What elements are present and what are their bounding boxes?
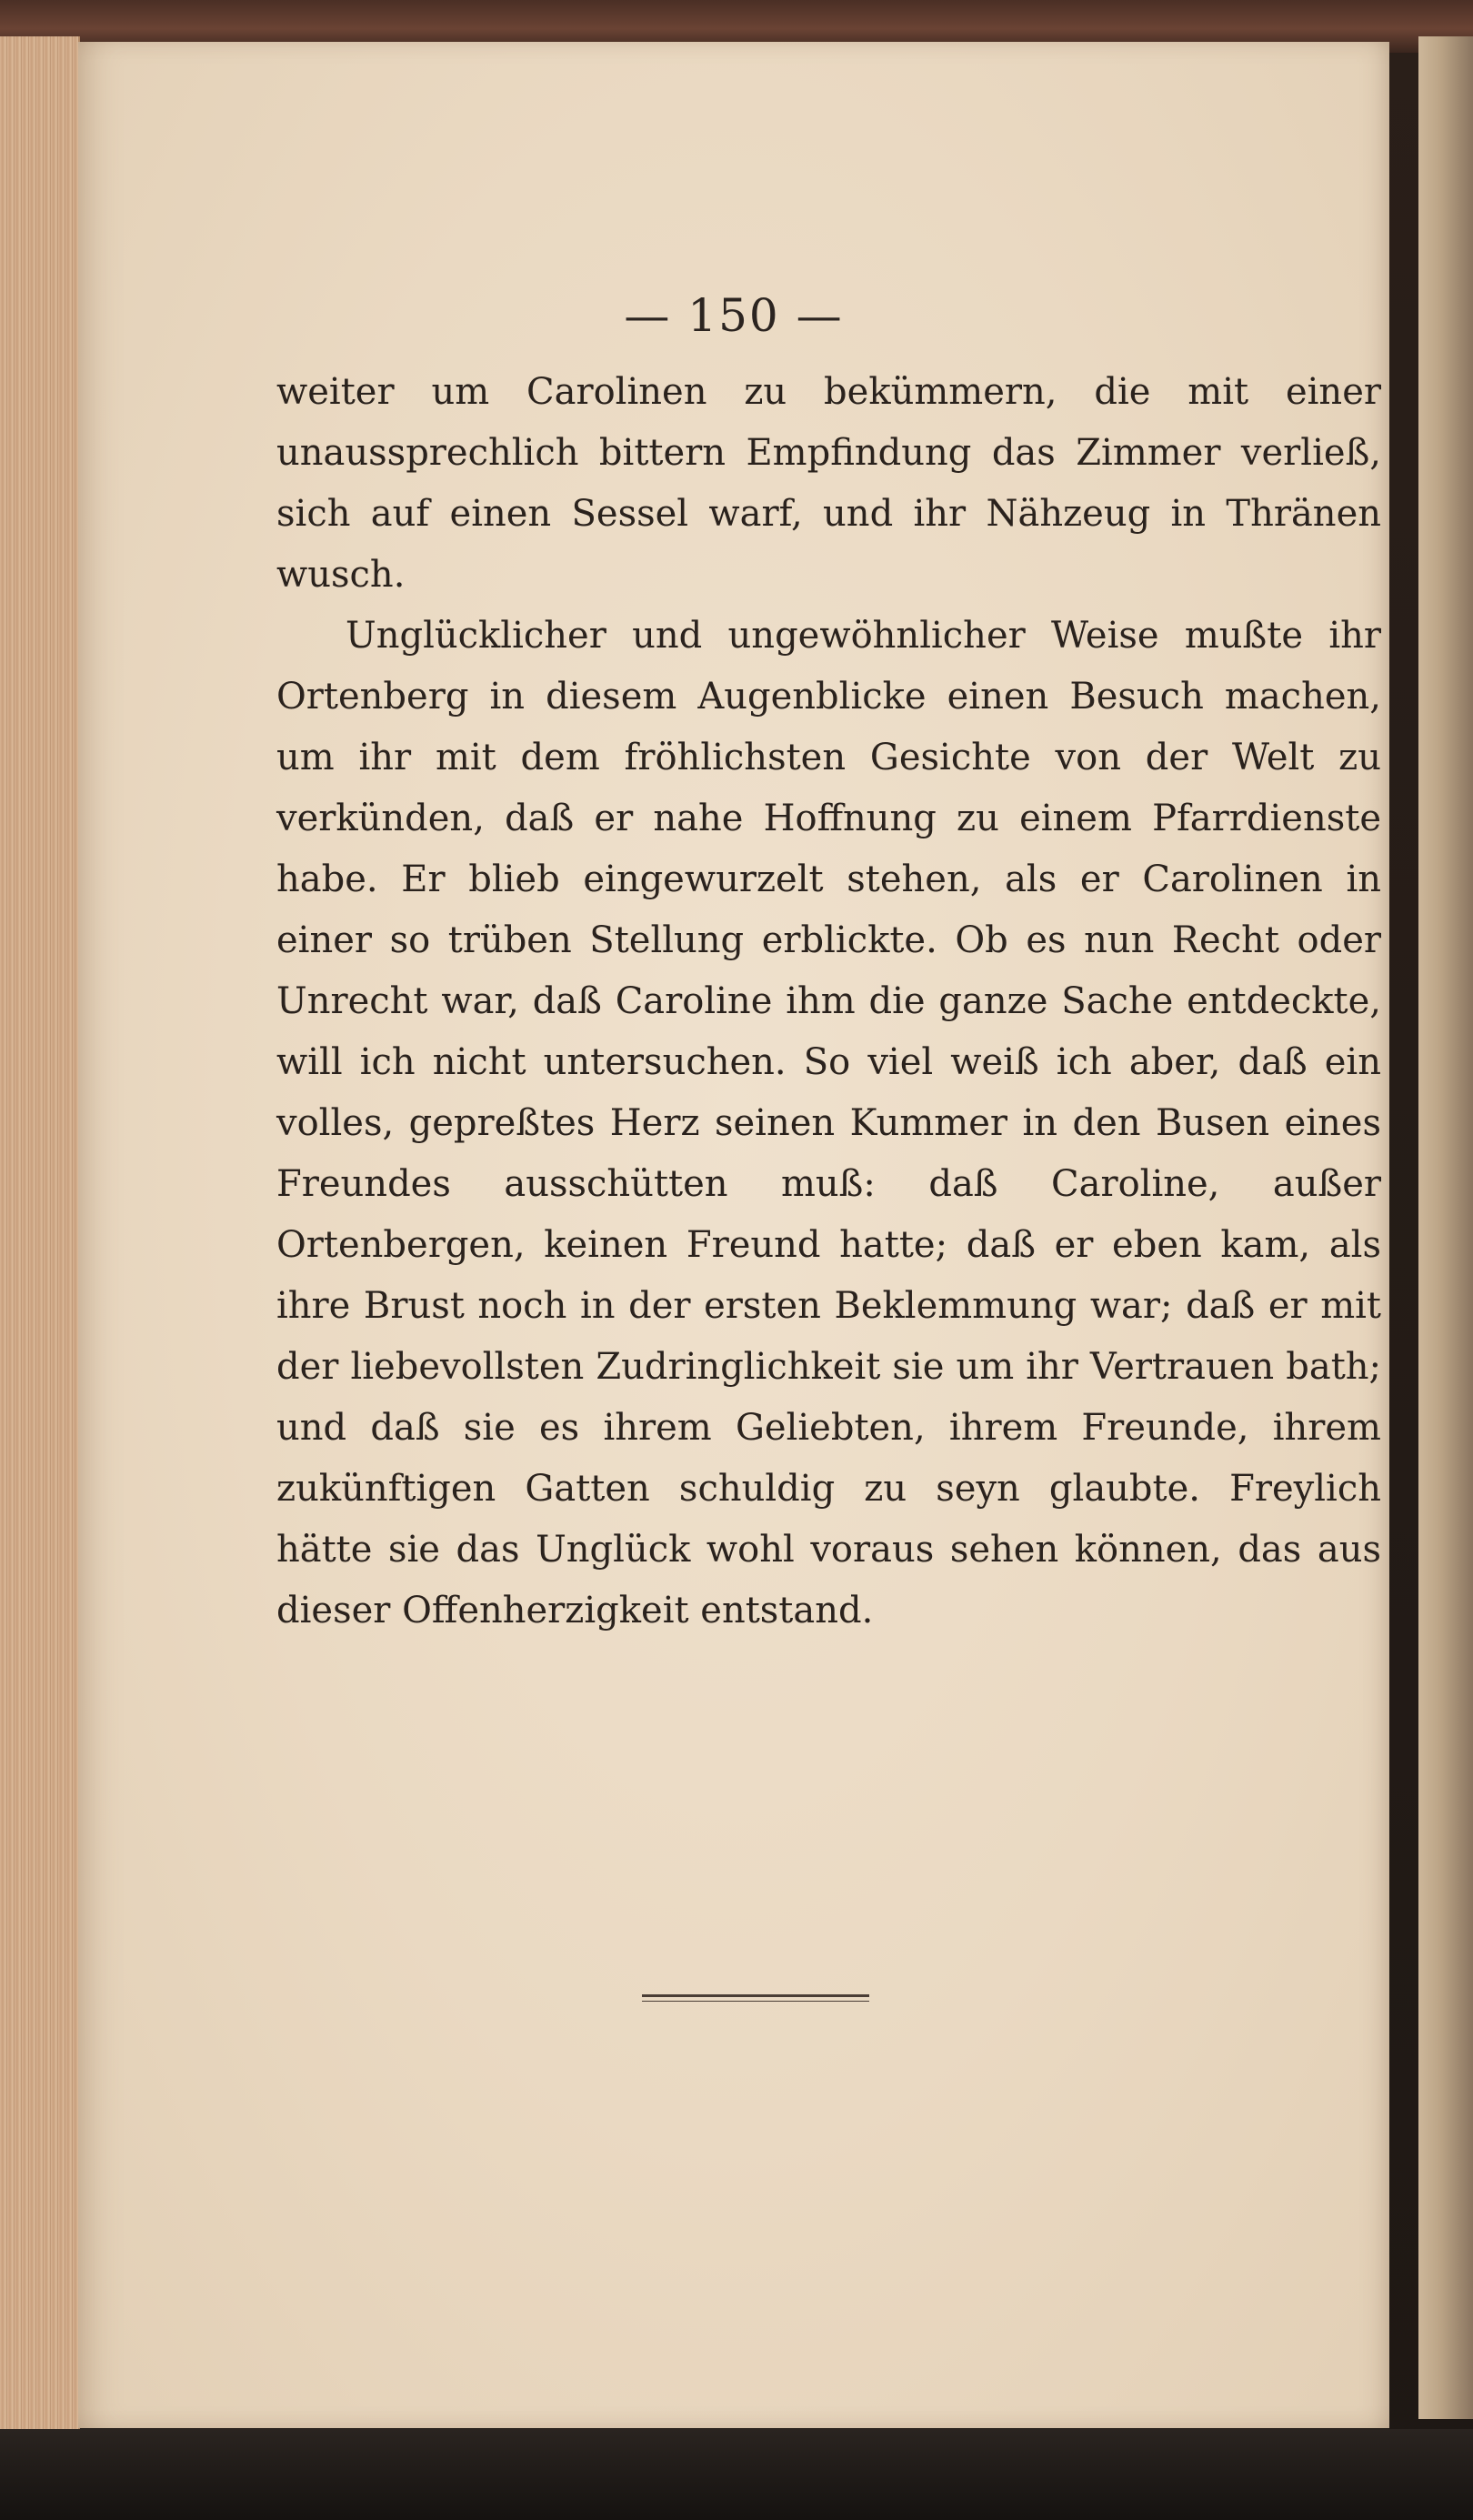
page-number: — 150 — bbox=[624, 289, 844, 342]
body-text bbox=[276, 362, 1381, 1642]
page-edges bbox=[0, 36, 80, 2437]
section-divider bbox=[642, 1994, 869, 2002]
book-page bbox=[78, 42, 1389, 2428]
scan-background bbox=[0, 2429, 1473, 2520]
paragraph: Unglücklicher und ungewöhnlicher Weise mußte ihr Ortenberg in diesem Augenblicke einen Besuch machen, um ihr mit dem fröhlichsten Gesichte von der Welt zu verkünden, daß er nahe Hoffnung zu einem Pfarrdienste habe. Er blieb eingewurzelt stehen, als er Carolinen in einer so trüben Stellung erblickte. Ob es nun Recht oder Unrecht war, daß Caroline ihm die ganze Sache entdeckte, will ich nicht untersuchen. So viel weiß ich aber, daß ein volles, gepreßtes Herz seinen Kummer in den Busen eines Freundes ausschütten muß: daß Caroline, außer Ortenbergen, keinen Freund hatte; daß er eben kam, als ihre Brust noch in der ersten Beklemmung war; daß er mit der liebevollsten Zudringlichkeit sie um ihr Vertrauen bath; und daß sie es ihrem Geliebten, ihrem Freunde, ihrem zukünftigen Gatten schuldig zu seyn glaubte. Freylich hätte sie das Unglück wohl voraus sehen können, das aus dieser Offenherzigkeit entstand. bbox=[276, 615, 1381, 1631]
paragraph-continuation: weiter um Carolinen zu bekümmern, die mit einer unaussprechlich bittern Empfindung das Zimmer verließ, sich auf einen Sessel warf, und ihr Nähzeug in Thränen wusch. bbox=[276, 371, 1381, 596]
book-cover-right bbox=[1418, 36, 1473, 2419]
